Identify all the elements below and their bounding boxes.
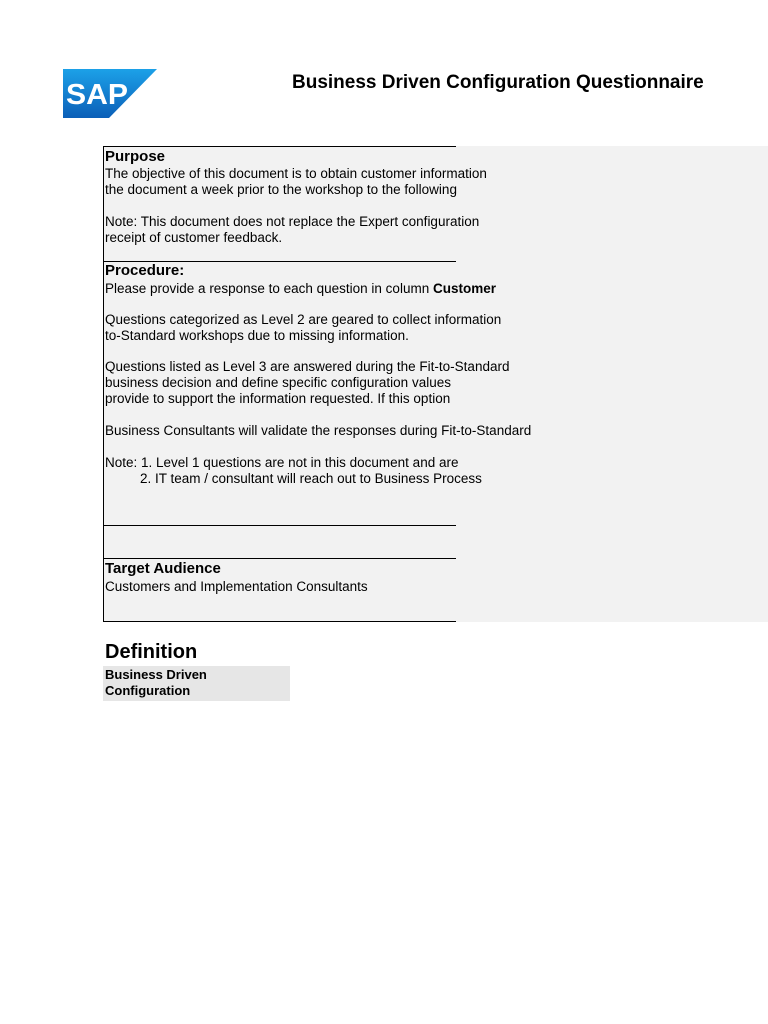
procedure-line: Questions listed as Level 3 are answered during the Fit-to-Standard xyxy=(105,359,510,374)
purpose-note-line: receipt of customer feedback. xyxy=(105,230,283,245)
procedure-line: Business Consultants will validate the responses during Fit-to-Standard xyxy=(105,423,532,438)
content-background xyxy=(456,146,768,622)
procedure-heading: Procedure: xyxy=(105,262,185,279)
document-title: Business Driven Configuration Questionnaire xyxy=(292,72,704,93)
purpose-line: the document a week prior to the workshop to the following xyxy=(105,182,457,197)
panel-left-border xyxy=(103,146,104,622)
section-divider xyxy=(103,558,456,559)
procedure-line: Questions categorized as Level 2 are geared to collect information xyxy=(105,312,502,327)
purpose-note-line: Note: This document does not replace the Expert configuration xyxy=(105,214,480,229)
sap-logo-text: SAP xyxy=(66,79,128,111)
sap-logo xyxy=(63,69,157,118)
procedure-line: to-Standard workshops due to missing information. xyxy=(105,328,409,343)
definition-heading: Definition xyxy=(105,641,198,663)
purpose-heading: Purpose xyxy=(105,148,166,165)
panel-top-border xyxy=(103,146,456,147)
procedure-note-line: 2. IT team / consultant will reach out to Business Process xyxy=(140,471,482,486)
definition-term-cell: Business Driven Configuration xyxy=(103,666,290,701)
procedure-note-line: Note: 1. Level 1 questions are not in this document and are xyxy=(105,455,459,470)
purpose-line: The objective of this document is to obtain customer information xyxy=(105,166,487,181)
procedure-line: business decision and define specific configuration values xyxy=(105,375,451,390)
procedure-line: Please provide a response to each question in column Customer xyxy=(105,281,496,296)
customer-column-name: Customer xyxy=(432,281,496,296)
info-panel xyxy=(103,146,532,622)
procedure-line: provide to support the information requested. If this option xyxy=(105,391,451,406)
target-audience-text: Customers and Implementation Consultants xyxy=(105,579,368,594)
section-divider xyxy=(103,525,456,526)
target-audience-heading: Target Audience xyxy=(105,560,221,577)
panel-bottom-border xyxy=(103,621,456,622)
